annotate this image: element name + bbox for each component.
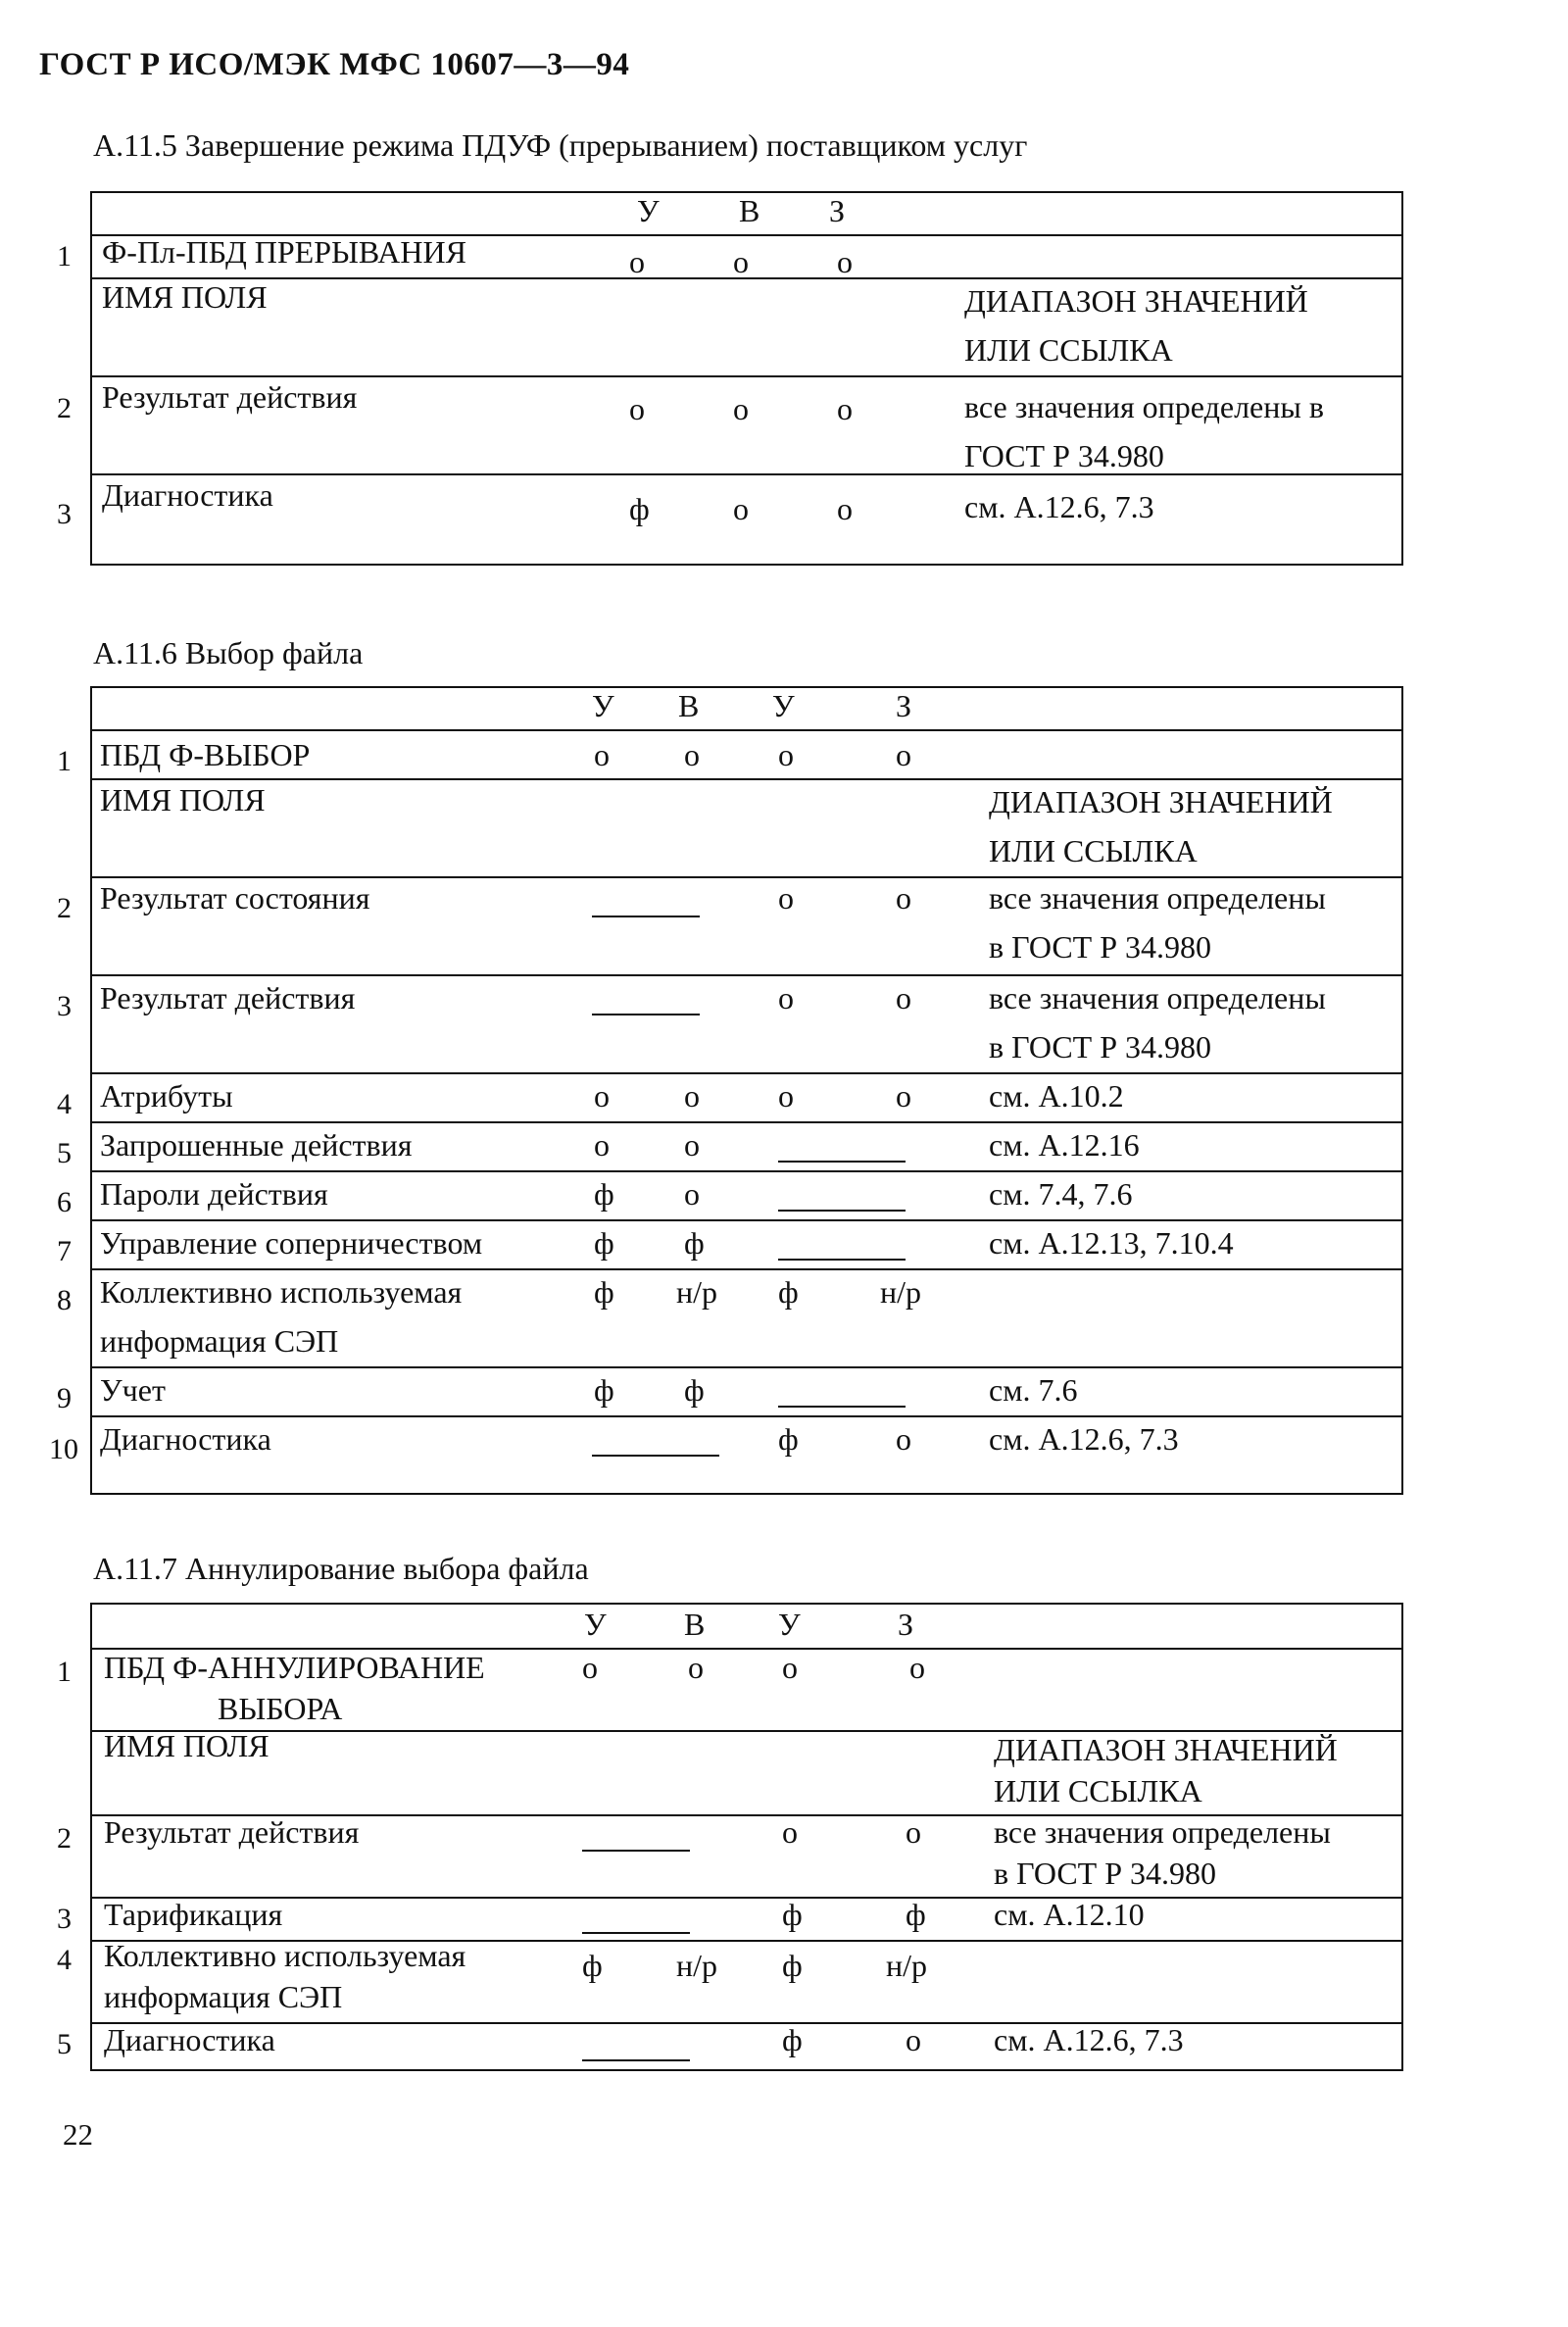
row-number: 8 xyxy=(57,1284,72,1316)
value-cell: о xyxy=(909,1650,925,1685)
row-number: 2 xyxy=(57,1822,72,1855)
row-number: 5 xyxy=(57,1137,72,1169)
row-number: 3 xyxy=(57,990,72,1022)
column-header-z: З xyxy=(898,1607,914,1642)
value-cell: о xyxy=(778,737,794,772)
reference-cell: все значения определены в xyxy=(964,389,1324,424)
field-name: Результат действия xyxy=(102,379,358,415)
table-a-11-7 xyxy=(90,1603,1403,2071)
column-header-u: У xyxy=(637,193,660,228)
table-row xyxy=(92,1648,1401,1732)
value-cell: н/р xyxy=(676,1274,718,1310)
column-header-z: З xyxy=(829,193,846,228)
column-header-z: З xyxy=(896,688,912,723)
table-header-row xyxy=(92,1605,1401,1648)
field-name: Результат действия xyxy=(104,1814,360,1850)
reference-cell: см. А.12.16 xyxy=(989,1127,1140,1163)
value-cell: о xyxy=(684,1127,700,1163)
table-row xyxy=(92,729,1401,780)
field-name: информация СЭП xyxy=(100,1323,339,1359)
table-row xyxy=(92,1170,1401,1221)
value-cell: ф xyxy=(594,1372,614,1408)
row-number: 2 xyxy=(57,892,72,924)
value-cell: н/р xyxy=(886,1948,928,1983)
table-row xyxy=(92,1730,1401,1816)
value-cell: о xyxy=(837,491,853,526)
value-cell: о xyxy=(778,980,794,1015)
value-cell: о xyxy=(629,244,645,279)
dash-placeholder xyxy=(592,1455,719,1457)
field-name: ПБД Ф-ВЫБОР xyxy=(100,737,311,772)
table-row xyxy=(92,1072,1401,1123)
value-cell: ф xyxy=(594,1225,614,1261)
value-cell: о xyxy=(684,1176,700,1212)
value-cell: о xyxy=(837,391,853,426)
reference-cell: в ГОСТ Р 34.980 xyxy=(994,1856,1216,1891)
row-number: 9 xyxy=(57,1382,72,1414)
table-row xyxy=(92,876,1401,976)
value-cell: ф xyxy=(684,1372,705,1408)
value-cell: о xyxy=(782,1650,798,1685)
field-name: ПБД Ф-АННУЛИРОВАНИЕ xyxy=(104,1650,485,1685)
value-cell: о xyxy=(629,391,645,426)
column-header-u2: У xyxy=(778,1607,801,1642)
document-header: ГОСТ Р ИСО/МЭК МФС 10607—3—94 xyxy=(39,47,630,82)
field-name-header: ИМЯ ПОЛЯ xyxy=(104,1728,270,1763)
value-cell: о xyxy=(906,1814,921,1850)
field-name: Запрошенные действия xyxy=(100,1127,413,1163)
value-cell: ф xyxy=(782,1948,803,1983)
column-header-v: В xyxy=(684,1607,706,1642)
reference-cell: см. А.12.10 xyxy=(994,1897,1145,1932)
dash-placeholder xyxy=(592,1014,700,1015)
dash-placeholder xyxy=(582,2059,690,2061)
dash-placeholder xyxy=(592,916,700,917)
value-cell: ф xyxy=(684,1225,705,1261)
field-name: Учет xyxy=(100,1372,166,1408)
field-name: Ф-Пл-ПБД ПРЕРЫВАНИЯ xyxy=(102,234,466,270)
value-cell: о xyxy=(906,2022,921,2057)
row-number: 1 xyxy=(57,745,72,777)
dash-placeholder xyxy=(778,1259,906,1261)
range-header: ИЛИ ССЫЛКА xyxy=(994,1773,1202,1808)
dash-placeholder xyxy=(582,1850,690,1852)
reference-cell: см. А.12.6, 7.3 xyxy=(964,489,1154,524)
table-row xyxy=(92,974,1401,1074)
reference-cell: ГОСТ Р 34.980 xyxy=(964,438,1164,473)
field-name: Атрибуты xyxy=(100,1078,233,1114)
row-number: 2 xyxy=(57,392,72,424)
range-header: ДИАПАЗОН ЗНАЧЕНИЙ xyxy=(964,283,1308,319)
value-cell: о xyxy=(733,391,749,426)
reference-cell: см. А.12.13, 7.10.4 xyxy=(989,1225,1234,1261)
value-cell: ф xyxy=(594,1176,614,1212)
value-cell: о xyxy=(688,1650,704,1685)
table-row xyxy=(92,1219,1401,1270)
table-row xyxy=(92,375,1401,475)
value-cell: о xyxy=(837,244,853,279)
field-name: Результат состояния xyxy=(100,880,370,916)
value-cell: о xyxy=(896,980,911,1015)
field-name: Пароли действия xyxy=(100,1176,328,1212)
dash-placeholder xyxy=(582,1932,690,1934)
table-row xyxy=(92,234,1401,279)
column-header-u: У xyxy=(584,1607,607,1642)
value-cell: о xyxy=(896,737,911,772)
table-row xyxy=(92,778,1401,878)
range-header: ДИАПАЗОН ЗНАЧЕНИЙ xyxy=(994,1732,1338,1767)
table-header-row xyxy=(92,688,1401,729)
page-number: 22 xyxy=(63,2117,93,2152)
value-cell: ф xyxy=(594,1274,614,1310)
value-cell: н/р xyxy=(676,1948,718,1983)
value-cell: о xyxy=(684,737,700,772)
reference-cell: см. 7.6 xyxy=(989,1372,1078,1408)
row-number: 4 xyxy=(57,1088,72,1120)
field-name: информация СЭП xyxy=(104,1979,343,2014)
reference-cell: см. А.10.2 xyxy=(989,1078,1124,1114)
section-title-a-11-7: А.11.7 Аннулирование выбора файла xyxy=(93,1551,589,1586)
value-cell: ф xyxy=(778,1274,799,1310)
dash-placeholder xyxy=(778,1161,906,1163)
value-cell: о xyxy=(896,1421,911,1457)
row-number: 4 xyxy=(57,1944,72,1976)
range-header: ИЛИ ССЫЛКА xyxy=(964,332,1173,368)
section-title-a-11-6: А.11.6 Выбор файла xyxy=(93,635,364,670)
field-name: Диагностика xyxy=(104,2022,275,2057)
table-a-11-5 xyxy=(90,191,1403,566)
value-cell: о xyxy=(778,1078,794,1114)
row-number: 5 xyxy=(57,2028,72,2060)
value-cell: о xyxy=(582,1650,598,1685)
reference-cell: см. А.12.6, 7.3 xyxy=(989,1421,1179,1457)
field-name-header: ИМЯ ПОЛЯ xyxy=(102,279,268,315)
reference-cell: все значения определены xyxy=(989,980,1326,1015)
row-number: 3 xyxy=(57,1903,72,1935)
row-number: 6 xyxy=(57,1186,72,1218)
table-row xyxy=(92,1415,1401,1495)
value-cell: о xyxy=(896,880,911,916)
reference-cell: в ГОСТ Р 34.980 xyxy=(989,1029,1211,1064)
value-cell: ф xyxy=(782,2022,803,2057)
value-cell: о xyxy=(733,244,749,279)
value-cell: о xyxy=(782,1814,798,1850)
value-cell: о xyxy=(896,1078,911,1114)
value-cell: ф xyxy=(782,1897,803,1932)
value-cell: о xyxy=(778,880,794,916)
dash-placeholder xyxy=(778,1210,906,1212)
value-cell: о xyxy=(594,1078,610,1114)
reference-cell: все значения определены xyxy=(994,1814,1331,1850)
row-number: 10 xyxy=(49,1433,78,1465)
row-number: 7 xyxy=(57,1235,72,1267)
value-cell: о xyxy=(594,1127,610,1163)
row-number: 3 xyxy=(57,498,72,530)
field-name: Диагностика xyxy=(100,1421,271,1457)
row-number: 1 xyxy=(57,240,72,272)
table-row xyxy=(92,277,1401,377)
table-row xyxy=(92,1366,1401,1417)
column-header-u: У xyxy=(592,688,614,723)
table-a-11-6 xyxy=(90,686,1403,1495)
table-header-row xyxy=(92,193,1401,234)
value-cell: ф xyxy=(629,491,650,526)
row-number: 1 xyxy=(57,1656,72,1688)
field-name: Тарификация xyxy=(104,1897,283,1932)
column-header-v: В xyxy=(739,193,760,228)
reference-cell: все значения определены xyxy=(989,880,1326,916)
dash-placeholder xyxy=(778,1406,906,1408)
field-name: Диагностика xyxy=(102,477,273,513)
value-cell: ф xyxy=(778,1421,799,1457)
value-cell: н/р xyxy=(880,1274,922,1310)
range-header: ДИАПАЗОН ЗНАЧЕНИЙ xyxy=(989,784,1333,819)
field-name-header: ИМЯ ПОЛЯ xyxy=(100,782,266,817)
field-name: ВЫБОРА xyxy=(218,1691,343,1726)
section-title-a-11-5: А.11.5 Завершение режима ПДУФ (прерыванием) поставщиком услуг xyxy=(93,127,1028,163)
value-cell: ф xyxy=(582,1948,603,1983)
table-row xyxy=(92,1940,1401,2024)
range-header: ИЛИ ССЫЛКА xyxy=(989,833,1198,868)
field-name: Управление соперничеством xyxy=(100,1225,483,1261)
value-cell: о xyxy=(594,737,610,772)
value-cell: ф xyxy=(906,1897,926,1932)
reference-cell: см. 7.4, 7.6 xyxy=(989,1176,1133,1212)
value-cell: о xyxy=(684,1078,700,1114)
column-header-v: В xyxy=(678,688,700,723)
table-row xyxy=(92,473,1401,566)
reference-cell: см. А.12.6, 7.3 xyxy=(994,2022,1184,2057)
table-row xyxy=(92,1268,1401,1368)
field-name: Коллективно используемая xyxy=(100,1274,463,1310)
table-row xyxy=(92,2022,1401,2071)
field-name: Результат действия xyxy=(100,980,356,1015)
field-name: Коллективно используемая xyxy=(104,1938,466,1973)
table-row xyxy=(92,1121,1401,1172)
value-cell: о xyxy=(733,491,749,526)
table-row xyxy=(92,1814,1401,1899)
reference-cell: в ГОСТ Р 34.980 xyxy=(989,929,1211,965)
column-header-u2: У xyxy=(772,688,795,723)
